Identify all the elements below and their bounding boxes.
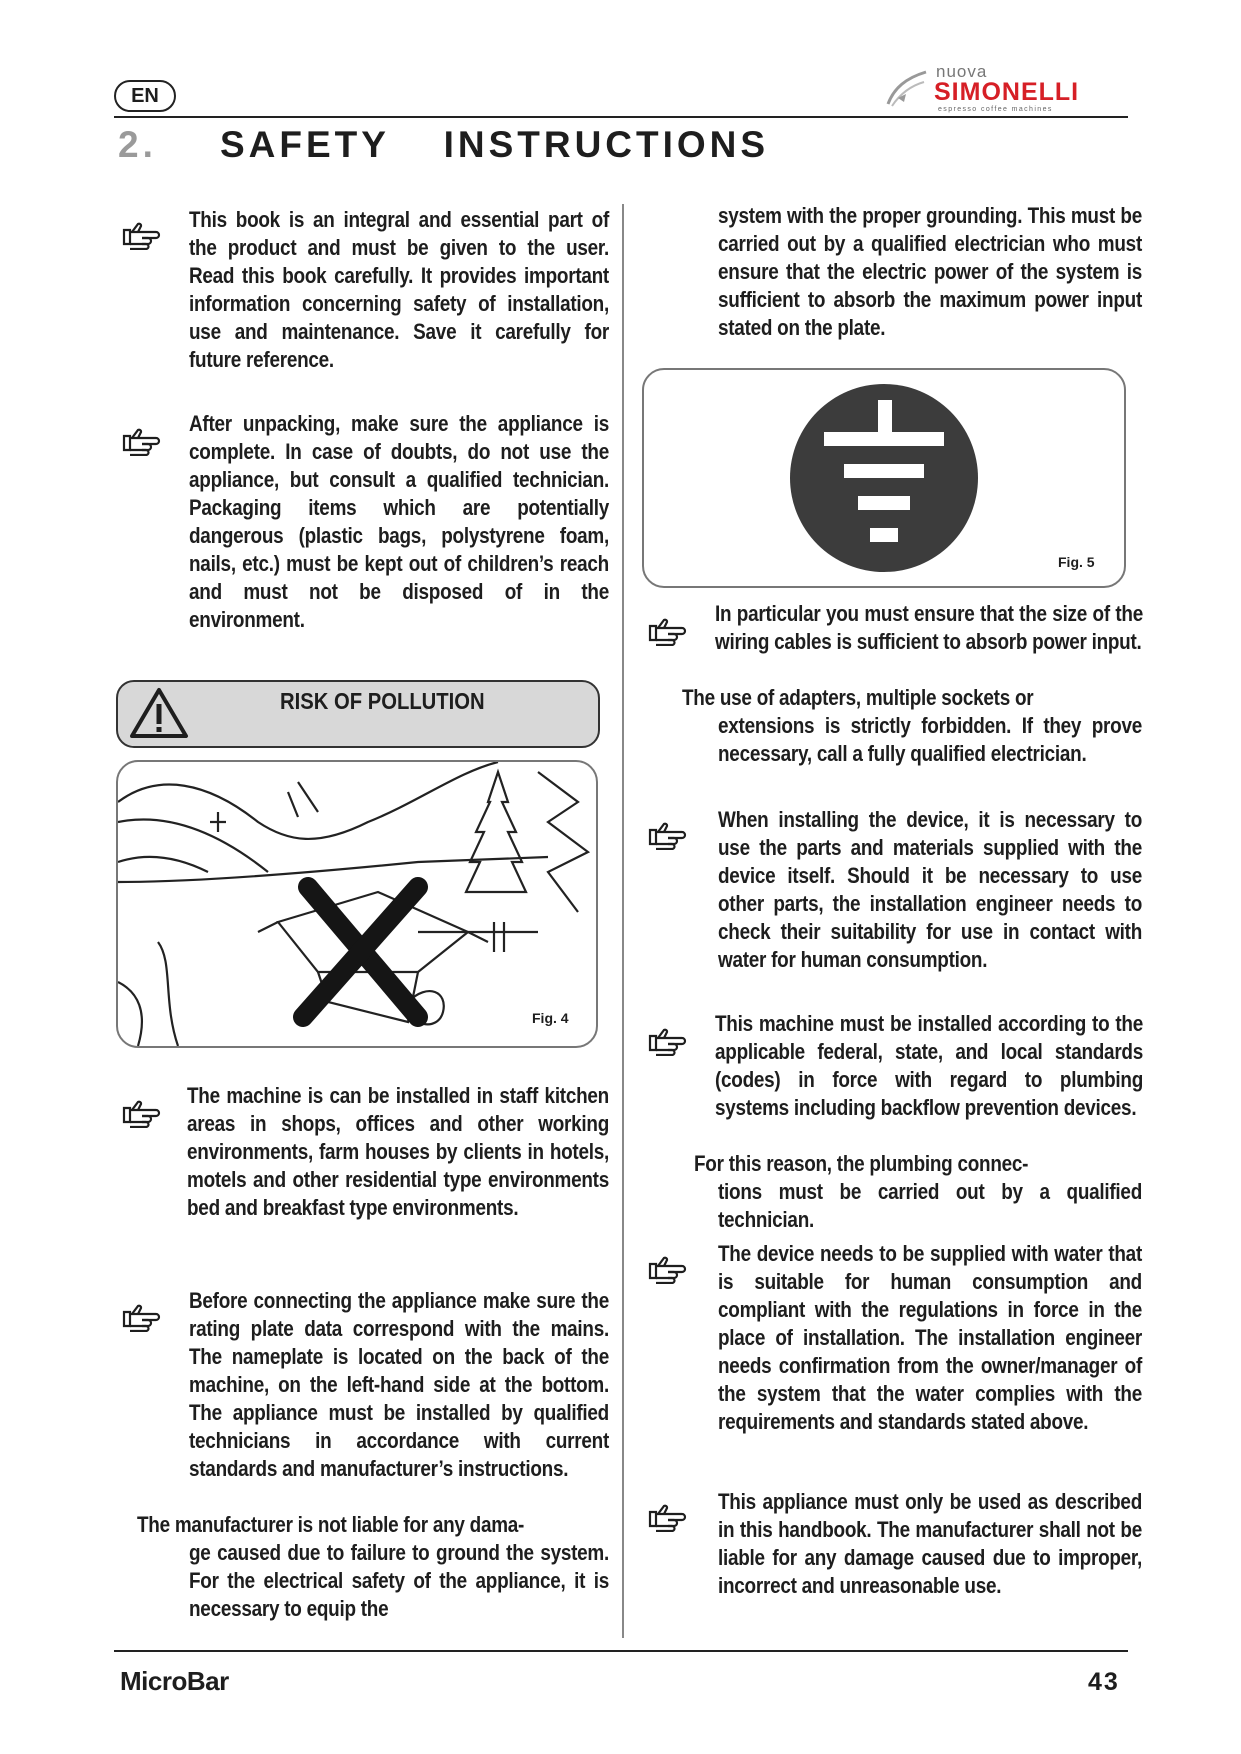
right-paragraph-6: The device needs to be supplied with water that is suitable for human consumption and compliant with the regulations in force in the place of installation. The installation engineer needs confirmation from the owner/manager of the system that the water complies with the requirements and standards stated above. [718, 1241, 1142, 1434]
section-number: 2. [118, 124, 157, 165]
right-paragraph-2-rest: extensions is strictly forbidden. If they prove necessary, call a fully qualified electrician. [718, 713, 1142, 766]
brand-logo [884, 62, 1134, 116]
left-paragraph-5-first-line: The manufacturer is not liable for any dama- [137, 1512, 525, 1537]
logo-swoosh-icon [884, 68, 930, 108]
logo-tagline: espresso coffee machines [938, 106, 1053, 113]
column-divider [622, 204, 624, 1638]
right-paragraph-5-rest: tions must be carried out by a qualified technician. [718, 1179, 1142, 1232]
pollution-illustration [118, 762, 596, 1046]
footer-rule [114, 1650, 1128, 1652]
logo-nuova-text: nuova [936, 62, 988, 81]
footer-product-logo: MicroBar [120, 1666, 229, 1696]
header-rule [114, 116, 1128, 118]
right-paragraph-0: system with the proper grounding. This must be carried out by a qualified electrician who must ensure that the electric power of the system is sufficient to absorb the maximum power input stated on the plate. [718, 203, 1142, 340]
page-number: 43 [1088, 1668, 1120, 1696]
right-paragraph-1: In particular you must ensure that the size of the wiring cables is sufficient to absorb power input. [715, 601, 1143, 654]
risk-of-pollution-title: RISK OF POLLUTION [280, 688, 485, 714]
right-paragraph-5-first-line: For this reason, the plumbing connec- [694, 1151, 1029, 1176]
pointing-hand-icon [648, 1256, 688, 1284]
figure-4-frame [116, 760, 598, 1048]
right-paragraph-7: This appliance must only be used as described in this handbook. The manufacturer shall not be liable for any damage caused due to improper, incorrect and unreasonable use. [718, 1489, 1142, 1598]
figure-5-label: Fig. 5 [1058, 554, 1095, 570]
warning-triangle-icon [128, 686, 190, 740]
ground-symbol-icon [780, 384, 988, 572]
right-paragraph-3: When installing the device, it is necessary to use the parts and materials supplied with the device itself. Should it be necessary to use other parts, the installation engineer needs to check their suitability for use in contact with water for human consumption. [718, 807, 1142, 972]
pointing-hand-icon [122, 222, 162, 250]
left-paragraph-1: This book is an integral and essential part of the product and must be given to the user. Read this book carefully. It provides important information concerning safety of installation, use and maintenance. Save it carefully for future reference. [189, 207, 609, 372]
figure-4-label: Fig. 4 [532, 1010, 569, 1026]
section-title-text: SAFETY INSTRUCTIONS [220, 124, 770, 165]
pointing-hand-icon [648, 1504, 688, 1532]
left-paragraph-3: The machine is can be installed in staff kitchen areas in shops, offices and other working environments, farm houses by clients in hotels, motels and other residential type environments bed and breakfast type environments. [187, 1083, 609, 1220]
right-paragraph-2-first-line: The use of adapters, multiple sockets or [682, 685, 1034, 710]
pointing-hand-icon [122, 1100, 162, 1128]
pointing-hand-icon [122, 428, 162, 456]
pointing-hand-icon [648, 822, 688, 850]
language-badge: EN [114, 80, 176, 112]
left-paragraph-4: Before connecting the appliance make sure the rating plate data correspond with the mains. The nameplate is located on the back of the machine, on the left-hand side at the bottom. The appliance must be installed by qualified technicians in accordance with current standards and manufacturer’s instructions. [189, 1288, 609, 1481]
figure-5-frame [642, 368, 1126, 588]
pointing-hand-icon [648, 1028, 688, 1056]
left-paragraph-2: After unpacking, make sure the appliance is complete. In case of doubts, do not use the appliance, but consult a qualified technician. Packaging items which are potentially dangerous (plastic bags, polystyrene foam, nails, etc.) must be kept out of children’s reach and must not be disposed of in the environment. [189, 411, 609, 632]
pointing-hand-icon [648, 618, 688, 646]
right-paragraph-4: This machine must be installed according to the applicable federal, state, and local standards (codes) in force with regard to plumbing systems including backflow prevention devices. [715, 1011, 1143, 1120]
pointing-hand-icon [122, 1304, 162, 1332]
logo-brand-text: SIMONELLI [934, 78, 1080, 106]
left-paragraph-5-rest: ge caused due to failure to ground the system. For the electrical safety of the appliance, it is necessary to equip the [189, 1540, 609, 1621]
